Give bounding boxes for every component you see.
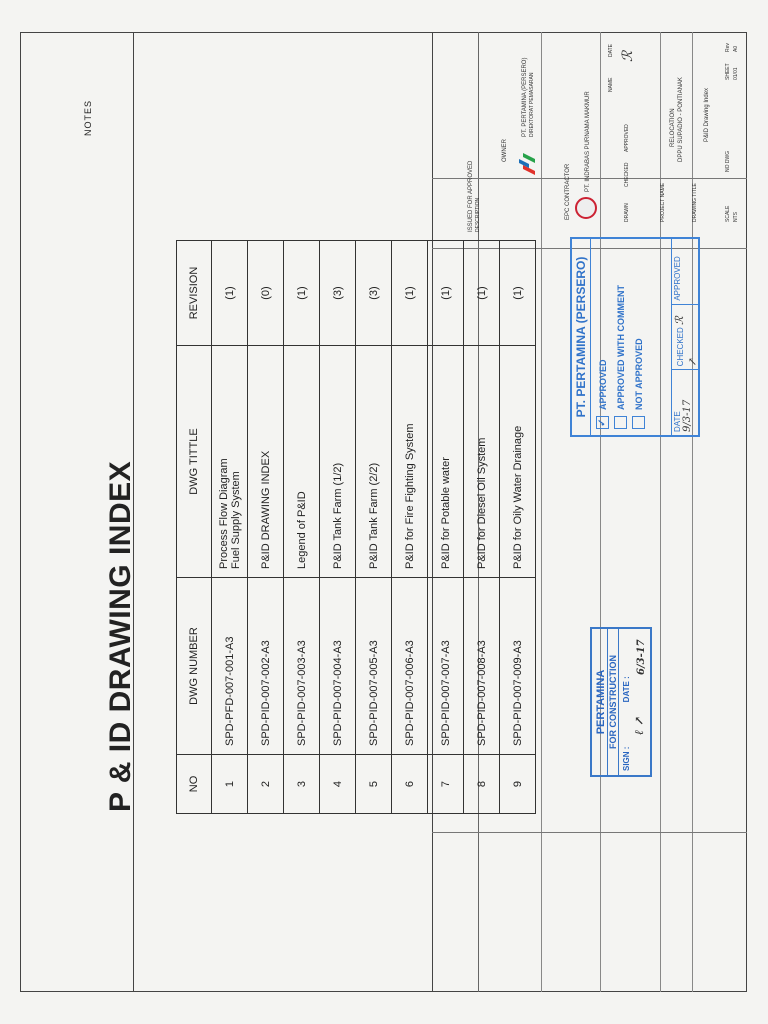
- footer-checked-label: CHECKED: [676, 327, 685, 367]
- epc-label: EPC CONTRACTOR: [565, 163, 571, 220]
- cell-dwg-number: SPD-PID-007-004-A3: [320, 578, 356, 755]
- drawing-index-table: [176, 240, 536, 814]
- date-label: DATE: [608, 44, 614, 57]
- cell-revision: (0): [248, 241, 284, 346]
- drawing-title: P&ID Drawing Index: [704, 87, 710, 142]
- approval-option-label: APPROVED: [597, 359, 608, 410]
- cell-no: 5: [356, 755, 392, 814]
- signature-mark: ℓ ↗: [632, 715, 646, 735]
- cell-dwg-title: P&ID for Potable water: [428, 346, 464, 578]
- checked-label: CHECKED: [624, 162, 630, 187]
- page-title: P & ID DRAWING INDEX: [104, 460, 137, 812]
- table-row: [464, 241, 500, 814]
- stamp-date-value: 6/3-17: [636, 639, 647, 675]
- cell-dwg-title: Legend of P&ID: [284, 346, 320, 578]
- checkbox-icon: [614, 416, 627, 429]
- cell-revision: (1): [284, 241, 320, 346]
- cell-dwg-title: P&ID DRAWING INDEX: [248, 346, 284, 578]
- approval-footer-date: [672, 369, 698, 435]
- cell-revision: (1): [428, 241, 464, 346]
- header-revision: REVISION: [177, 241, 212, 346]
- cell-revision: (1): [392, 241, 428, 346]
- table-row: [248, 241, 284, 814]
- cell-dwg-number: SPD-PFD-007-001-A3: [212, 578, 248, 755]
- description-label: DESCRIPTION: [475, 197, 481, 232]
- sheet-value: 01/01: [733, 67, 739, 80]
- cell-dwg-title: Process Flow Diagram Fuel Supply System: [212, 346, 248, 578]
- project-sub: DPPU SUPADIO - PONTIANAK: [678, 77, 684, 162]
- checkbox-checked-icon: ✓: [596, 416, 609, 429]
- approval-footer-approved: [672, 239, 698, 304]
- cell-no: 8: [464, 755, 500, 814]
- cell-revision: (1): [212, 241, 248, 346]
- rev-value: A0: [733, 45, 739, 52]
- table-row: [356, 241, 392, 814]
- cell-dwg-number: SPD-PID-007-009-A3: [500, 578, 536, 755]
- owner-name: PT. PERTAMINA (PERSERO): [522, 57, 528, 137]
- epc-logo-icon: [575, 197, 597, 219]
- table-row: [392, 241, 428, 814]
- cell-revision: (3): [356, 241, 392, 346]
- table-row: [320, 241, 356, 814]
- cell-dwg-number: SPD-PID-007-006-A3: [392, 578, 428, 755]
- scale-label: SCALE: [725, 205, 731, 222]
- cell-dwg-title: P&ID for Oily Water Drainage: [500, 346, 536, 578]
- cell-dwg-number: SPD-PID-007-005-A3: [356, 578, 392, 755]
- cell-no: 1: [212, 755, 248, 814]
- cell-revision: (1): [500, 241, 536, 346]
- cell-no: 9: [500, 755, 536, 814]
- approval-stamp-company: PT. PERTAMINA (PERSERO): [572, 239, 591, 435]
- issued-for-approved: ISSUED FOR APPROVED: [468, 160, 474, 232]
- cell-no: 6: [392, 755, 428, 814]
- approval-option: [632, 245, 645, 429]
- table-row: [284, 241, 320, 814]
- table-row: [428, 241, 464, 814]
- approval-option: [596, 245, 609, 429]
- approval-option-label: NOT APPROVED: [633, 338, 644, 410]
- table-header-row: [177, 241, 212, 814]
- cell-dwg-number: SPD-PID-007-002-A3: [248, 578, 284, 755]
- approval-stamp: [570, 237, 700, 437]
- cell-dwg-number: SPD-PID-007-007-A3: [428, 578, 464, 755]
- cell-no: 2: [248, 755, 284, 814]
- cell-no: 7: [428, 755, 464, 814]
- checkbox-icon: [632, 416, 645, 429]
- cell-dwg-title: P&ID Tank Farm (1/2): [320, 346, 356, 578]
- owner-sub: DIREKTORAT PEMASARAN: [529, 72, 535, 137]
- for-construction-stamp: [590, 627, 652, 777]
- signature-mark: ℛ: [620, 50, 636, 62]
- drawing-title-label: DRAWING TITLE: [692, 183, 698, 222]
- cell-revision: (1): [464, 241, 500, 346]
- stamp-sign-label: SIGN :: [622, 746, 631, 771]
- pertamina-logo-icon: [515, 149, 537, 177]
- stamp-brand: PERTAMINA: [595, 669, 607, 735]
- rev-label: Rev: [725, 43, 731, 52]
- approval-footer-checked: [672, 304, 698, 370]
- approval-option-label: APPROVED WITH COMMENT: [615, 285, 626, 410]
- cell-dwg-number: SPD-PID-007-008-A3: [464, 578, 500, 755]
- cell-dwg-title: P&ID Tank Farm (2/2): [356, 346, 392, 578]
- stamp-for-construction-label: FOR CONSTRUCTION: [607, 629, 619, 775]
- approval-date-value: 9/3-17: [682, 399, 693, 432]
- cell-dwg-title: P&ID for Fire Fighting System: [392, 346, 428, 578]
- header-dwg-number: DWG NUMBER: [177, 578, 212, 755]
- approval-option: [614, 245, 627, 429]
- approval-stamp-footer: [671, 239, 698, 435]
- header-no: NO: [177, 755, 212, 814]
- rotated-sheet: [20, 32, 747, 992]
- drawn-label: DRAWN: [624, 203, 630, 222]
- sheet-label: SHEET: [725, 63, 731, 80]
- signature-mark: ℛ ↗: [673, 316, 699, 367]
- scale-value: NTS: [733, 212, 739, 222]
- cell-no: 3: [284, 755, 320, 814]
- table-row: [212, 241, 248, 814]
- project-name: RELOCATION: [670, 108, 676, 147]
- stamp-date-label: DATE :: [622, 676, 631, 703]
- cell-no: 4: [320, 755, 356, 814]
- project-name-label: PROJECT NAME: [660, 182, 666, 222]
- header-dwg-title: DWG TITTLE: [177, 346, 212, 578]
- cell-dwg-number: SPD-PID-007-003-A3: [284, 578, 320, 755]
- table-row: [500, 241, 536, 814]
- footer-approved-label: APPROVED: [673, 256, 682, 301]
- approved-label: APPROVED: [624, 124, 630, 152]
- notes-heading: NOTES: [83, 99, 93, 136]
- cell-dwg-title: P&ID for Diesel Oil System: [464, 346, 500, 578]
- cell-revision: (3): [320, 241, 356, 346]
- footer-date-label: DATE: [673, 411, 682, 432]
- dwg-no-label: NO DWG: [725, 150, 731, 172]
- epc-name: PT. INDRABAS PURNAMA MAKMUR: [585, 91, 591, 192]
- name-label: NAME: [608, 77, 614, 92]
- owner-label: OWNER: [502, 139, 508, 162]
- stamp-sign-date-row: [622, 633, 647, 771]
